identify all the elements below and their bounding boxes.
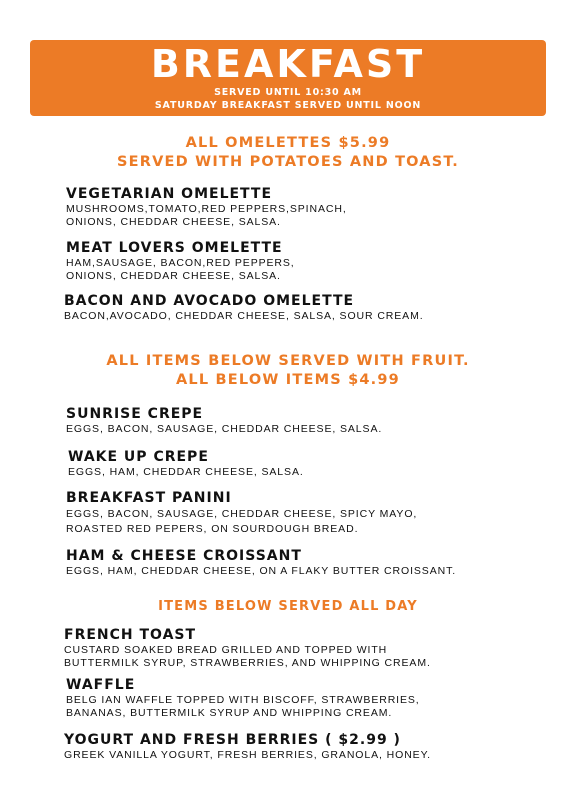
item-desc: HAM,SAUSAGE, BACON,RED PEPPERS, xyxy=(66,257,295,269)
omelettes-heading xyxy=(0,134,576,172)
item-name: BREAKFAST PANINI xyxy=(66,490,232,506)
omelettes-price: ALL OMELETTES $5.99 xyxy=(185,135,391,151)
item-desc: BANANAS, BUTTERMILK SYRUP AND WHIPPING CREAM. xyxy=(66,707,393,719)
serving-hours: SERVED UNTIL 10:30 AM xyxy=(214,87,362,98)
menu-item-meat-lovers-omelette xyxy=(66,240,546,283)
item-name: SUNRISE CREPE xyxy=(66,406,204,422)
menu-item-yogurt-berries xyxy=(64,732,544,762)
item-desc: EGGS, HAM, CHEDDAR CHEESE, ON A FLAKY BUTTER CROISSANT. xyxy=(66,565,457,577)
fruit-note: ALL ITEMS BELOW SERVED WITH FRUIT. xyxy=(106,353,470,369)
header-banner xyxy=(30,40,546,116)
omelettes-served-with: SERVED WITH POTATOES AND TOAST. xyxy=(117,154,459,170)
item-desc: ROASTED RED PEPERS, ON SOURDOUGH BREAD. xyxy=(66,523,359,535)
item-desc: BELG IAN WAFFLE TOPPED WITH BISCOFF, STRAWBERRIES, xyxy=(66,694,420,706)
item-desc: ONIONS, CHEDDAR CHEESE, SALSA. xyxy=(66,270,281,282)
item-name: WAKE UP CREPE xyxy=(68,449,209,465)
menu-item-wake-up-crepe xyxy=(68,449,548,479)
item-name: WAFFLE xyxy=(66,677,136,693)
item-desc: ONIONS, CHEDDAR CHEESE, SALSA. xyxy=(66,216,281,228)
item-desc: MUSHROOMS,TOMATO,RED PEPPERS,SPINACH, xyxy=(66,203,347,215)
menu-item-bacon-avocado-omelette xyxy=(64,293,544,323)
fruit-heading xyxy=(0,352,576,390)
item-name: YOGURT AND FRESH BERRIES ( $2.99 ) xyxy=(64,732,401,748)
menu-item-sunrise-crepe xyxy=(66,406,546,436)
menu-item-ham-cheese-croissant xyxy=(66,548,546,578)
all-day-note: ITEMS BELOW SERVED ALL DAY xyxy=(158,599,418,614)
menu-item-french-toast xyxy=(64,627,544,670)
item-desc: EGGS, HAM, CHEDDAR CHEESE, SALSA. xyxy=(68,466,304,478)
item-name: BACON AND AVOCADO OMELETTE xyxy=(64,293,355,309)
item-desc: BUTTERMILK SYRUP, STRAWBERRIES, AND WHIPPING CREAM. xyxy=(64,657,431,669)
page-title: BREAKFAST xyxy=(150,42,426,86)
menu-item-waffle xyxy=(66,677,546,720)
item-desc: EGGS, BACON, SAUSAGE, CHEDDAR CHEESE, SPICY MAYO, xyxy=(66,508,418,520)
item-desc: EGGS, BACON, SAUSAGE, CHEDDAR CHEESE, SALSA. xyxy=(66,423,383,435)
saturday-hours: SATURDAY BREAKFAST SERVED UNTIL NOON xyxy=(154,100,422,111)
menu-item-breakfast-panini xyxy=(66,490,546,537)
menu-item-vegetarian-omelette xyxy=(66,186,546,229)
item-desc: CUSTARD SOAKED BREAD GRILLED AND TOPPED WITH xyxy=(64,644,388,656)
item-name: VEGETARIAN OMELETTE xyxy=(66,186,273,202)
fruit-price: ALL BELOW ITEMS $4.99 xyxy=(176,372,400,388)
item-name: FRENCH TOAST xyxy=(64,627,197,643)
item-desc: BACON,AVOCADO, CHEDDAR CHEESE, SALSA, SOUR CREAM. xyxy=(64,310,424,322)
all-day-heading xyxy=(0,598,576,615)
item-name: HAM & CHEESE CROISSANT xyxy=(66,548,302,564)
item-desc: GREEK VANILLA YOGURT, FRESH BERRIES, GRANOLA, HONEY. xyxy=(64,749,431,761)
item-name: MEAT LOVERS OMELETTE xyxy=(66,240,283,256)
